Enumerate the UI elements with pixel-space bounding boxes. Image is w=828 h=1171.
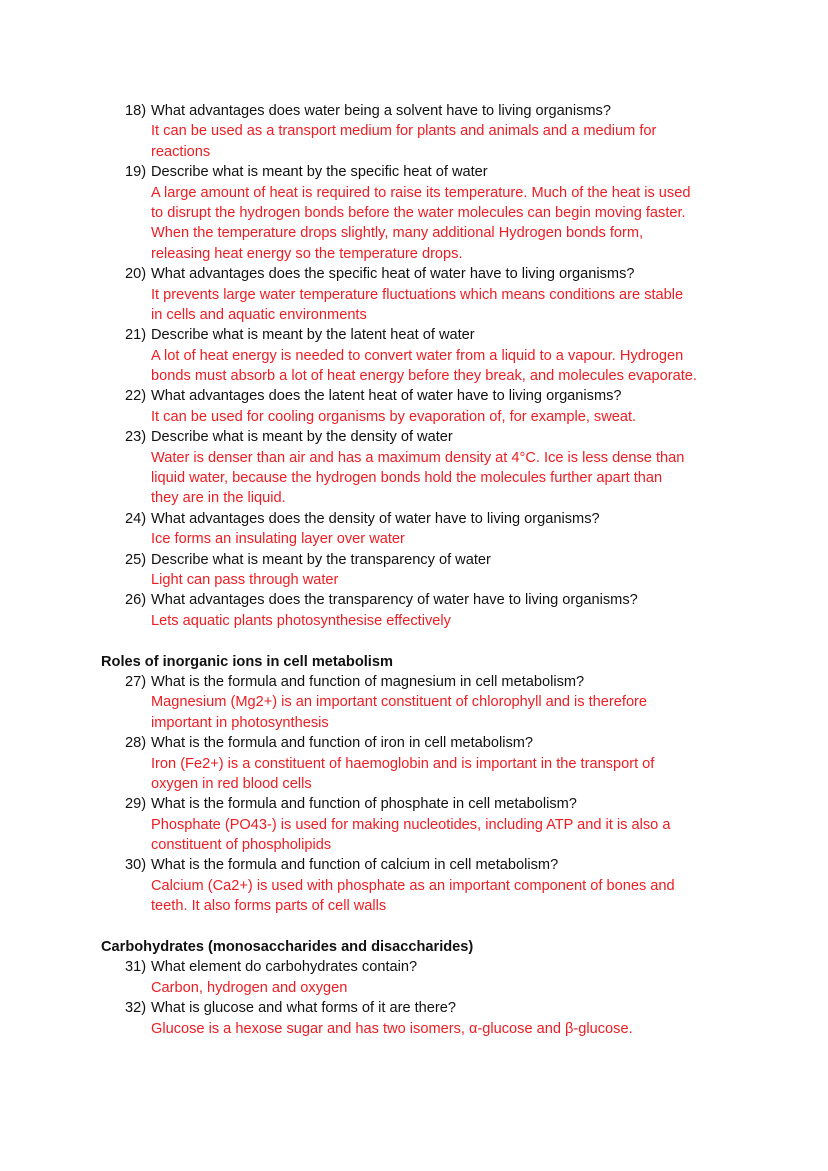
- question-number: 24): [125, 510, 147, 527]
- answer-line: Ice forms an insulating layer over water: [151, 531, 405, 548]
- question-text: What advantages does the latent heat of water have to living organisms?: [151, 388, 622, 405]
- answer-line: bonds must absorb a lot of heat energy before they break, and molecules evaporate.: [151, 368, 697, 385]
- question-number: 26): [125, 592, 147, 609]
- question-text: Describe what is meant by the transparency of water: [151, 551, 491, 568]
- question-text: What is the formula and function of magnesium in cell metabolism?: [151, 673, 585, 690]
- answer-line: Light can pass through water: [151, 571, 339, 588]
- answer-line: Phosphate (PO43-) is used for making nucleotides, including ATP and it is also a: [151, 816, 671, 833]
- answer-line: oxygen in red blood cells: [151, 775, 312, 792]
- question-number: 21): [125, 327, 147, 344]
- answer-line: Magnesium (Mg2+) is an important constituent of chlorophyll and is therefore: [151, 694, 648, 711]
- question-number: 27): [125, 673, 147, 690]
- question-line: [0, 264, 828, 284]
- answer-line: A lot of heat energy is needed to convert water from a liquid to a vapour. Hydrogen: [151, 347, 684, 364]
- answer-line: It prevents large water temperature fluctuations which means conditions are stable: [151, 286, 684, 303]
- worksheet-page: [0, 101, 828, 1039]
- question-text: What is glucose and what forms of it are there?: [151, 1000, 456, 1017]
- answer-line: When the temperature drops slightly, many additional Hydrogen bonds form,: [151, 225, 644, 242]
- answer-line: to disrupt the hydrogen bonds before the water molecules can begin moving faster.: [151, 204, 686, 221]
- answer-line: releasing heat energy so the temperature drops.: [151, 245, 463, 262]
- answer-line: constituent of phospholipids: [151, 837, 332, 854]
- section-heading: Carbohydrates (monosaccharides and disaccharides): [101, 939, 474, 956]
- question-number: 25): [125, 551, 147, 568]
- section: [0, 631, 828, 916]
- question-line: [0, 672, 828, 692]
- question-text: Describe what is meant by the specific heat of water: [151, 164, 488, 181]
- question-text: What is the formula and function of phosphate in cell metabolism?: [151, 796, 577, 813]
- question-item: [0, 998, 828, 1039]
- question-text: Describe what is meant by the density of water: [151, 429, 453, 446]
- answer-line: important in photosynthesis: [151, 714, 329, 731]
- question-text: What advantages does the density of water have to living organisms?: [151, 510, 600, 527]
- question-item: [0, 590, 828, 631]
- question-line: [0, 162, 828, 182]
- question-text: What advantages does water being a solvent have to living organisms?: [151, 103, 611, 119]
- question-line: [0, 590, 828, 610]
- question-item: [0, 672, 828, 733]
- answer-line: Carbon, hydrogen and oxygen: [151, 979, 348, 996]
- question-item: [0, 957, 828, 998]
- question-line: [0, 733, 828, 753]
- question-item: [0, 855, 828, 916]
- section-spacer: [0, 917, 828, 937]
- question-item: [0, 509, 828, 550]
- question-text: What is the formula and function of iron in cell metabolism?: [151, 735, 534, 752]
- answer-line: liquid water, because the hydrogen bonds hold the molecules further apart than: [151, 470, 663, 487]
- question-line: [0, 509, 828, 529]
- question-item: [0, 162, 828, 264]
- question-number: 23): [125, 429, 147, 446]
- question-text: Describe what is meant by the latent heat of water: [151, 327, 475, 344]
- question-item: [0, 101, 828, 162]
- answer-line: Glucose is a hexose sugar and has two isomers, α-glucose and β-glucose.: [151, 1020, 633, 1037]
- answer-line: Water is denser than air and has a maximum density at 4°C. Ice is less dense than: [151, 449, 685, 466]
- question-number: 31): [125, 959, 147, 976]
- question-line: [0, 325, 828, 345]
- question-text: What advantages does the transparency of water have to living organisms?: [151, 592, 638, 609]
- answer-line: reactions: [151, 143, 211, 160]
- section: [0, 917, 828, 1039]
- question-number: 22): [125, 388, 147, 405]
- question-number: 20): [125, 266, 147, 283]
- section-heading: Roles of inorganic ions in cell metabolism: [101, 653, 393, 670]
- answer-line: in cells and aquatic environments: [151, 306, 367, 323]
- question-line: [0, 855, 828, 875]
- answer-line: they are in the liquid.: [151, 490, 286, 507]
- answer-line: Iron (Fe2+) is a constituent of haemoglobin and is important in the transport of: [151, 755, 655, 772]
- question-item: [0, 794, 828, 855]
- question-text: What element do carbohydrates contain?: [151, 959, 418, 976]
- question-number: 18): [125, 103, 147, 119]
- question-number: 28): [125, 735, 147, 752]
- section-spacer: [0, 631, 828, 651]
- question-item: [0, 386, 828, 427]
- question-text: What advantages does the specific heat of water have to living organisms?: [151, 266, 635, 283]
- answer-line: teeth. It also forms parts of cell walls: [151, 898, 387, 915]
- question-item: [0, 325, 828, 386]
- question-line: [0, 957, 828, 977]
- question-line: [0, 386, 828, 406]
- question-item: [0, 427, 828, 509]
- question-number: 29): [125, 796, 147, 813]
- question-number: 30): [125, 857, 147, 874]
- section: [0, 101, 828, 631]
- question-item: [0, 550, 828, 591]
- question-number: 19): [125, 164, 147, 181]
- question-line: [0, 101, 828, 121]
- question-line: [0, 550, 828, 570]
- answer-line: A large amount of heat is required to raise its temperature. Much of the heat is used: [151, 184, 691, 201]
- question-number: 32): [125, 1000, 147, 1017]
- question-line: [0, 998, 828, 1018]
- question-item: [0, 733, 828, 794]
- answer-line: It can be used for cooling organisms by evaporation of, for example, sweat.: [151, 408, 637, 425]
- answer-line: Lets aquatic plants photosynthesise effectively: [151, 612, 451, 629]
- answer-line: It can be used as a transport medium for plants and animals and a medium for: [151, 123, 657, 140]
- question-item: [0, 264, 828, 325]
- question-text: What is the formula and function of calcium in cell metabolism?: [151, 857, 559, 874]
- answer-line: Calcium (Ca2+) is used with phosphate as an important component of bones and: [151, 877, 675, 894]
- question-line: [0, 427, 828, 447]
- question-line: [0, 794, 828, 814]
